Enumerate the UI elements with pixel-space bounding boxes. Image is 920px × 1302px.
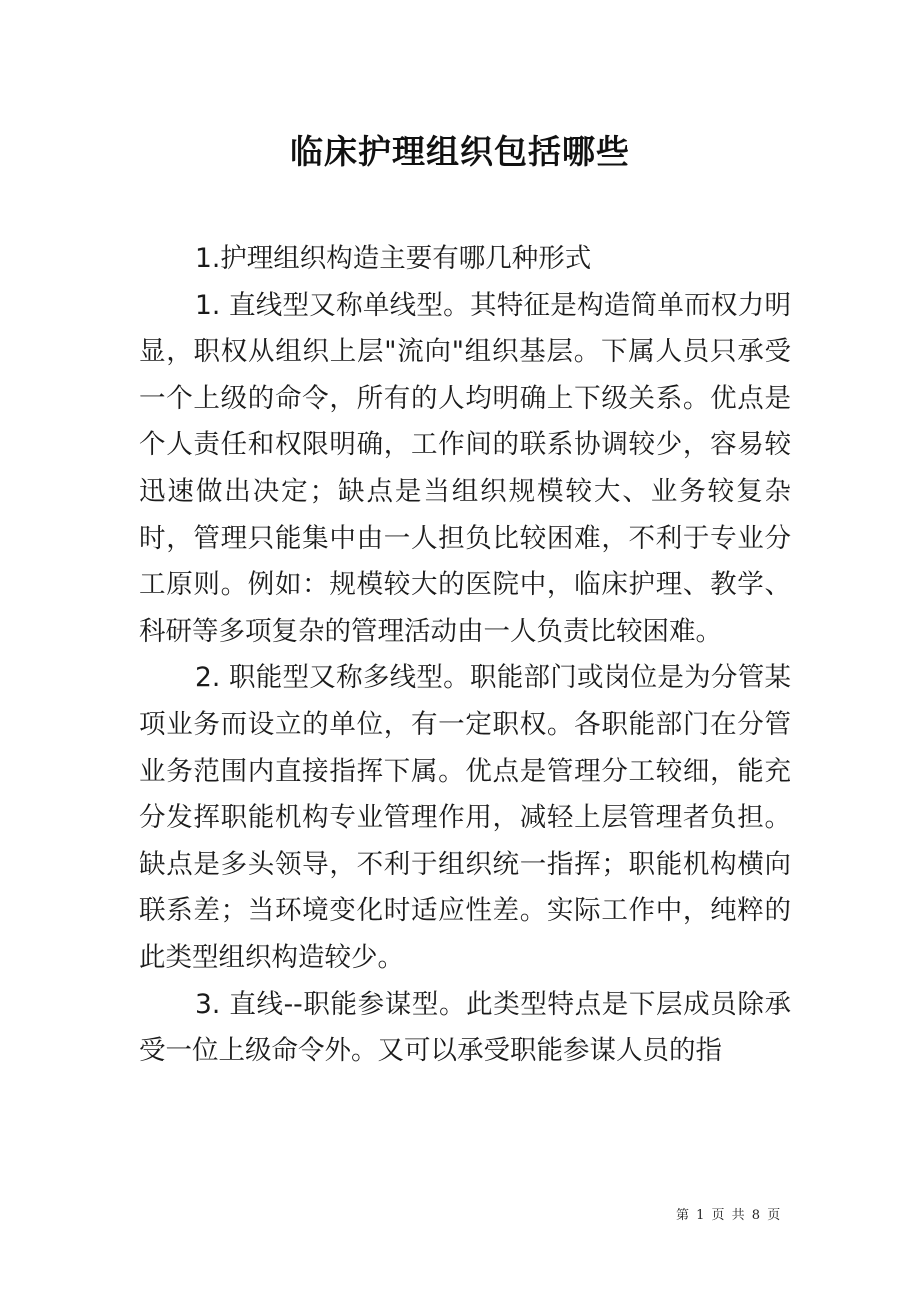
paragraph-heading: 1.护理组织构造主要有哪几种形式 <box>195 243 592 274</box>
paragraph-line-functional-staff-type: 3. 直线--职能参谋型。此类型特点是下层成员除承受一位上级命令外。又可以承受职能参谋人员的指 <box>139 988 791 1067</box>
paragraph-line-type: 1. 直线型又称单线型。其特征是构造简单而权力明显，职权从组织上层"流向"组织基层。下属人员只承受一个上级的命令，所有的人均明确上下级关系。优点是个人责任和权限明确，工作间的联系协调较少，容易较迅速做出决定；缺点是当组织规模较大、业务较复杂时，管理只能集中由一人担负比较困难，不利于专业分工原则。例如：规模较大的医院中，临床护理、教学、科研等多项复杂的管理活动由一人负责比较困难。 <box>139 289 791 647</box>
paragraph-functional-type: 2. 职能型又称多线型。职能部门或岗位是为分管某项业务而设立的单位，有一定职权。各职能部门在分管业务范围内直接指挥下属。优点是管理分工较细，能充分发挥职能机构专业管理作用，减轻上层管理者负担。缺点是多头领导，不利于组织统一指挥；职能机构横向联系差；当环境变化时适应性差。实际工作中，纯粹的此类型组织构造较少。 <box>139 662 791 973</box>
document-body <box>139 236 791 1075</box>
page-number-footer: 第 1 页 共 8 页 <box>676 1208 781 1223</box>
document-title: 临床护理组织包括哪些 <box>290 132 630 171</box>
